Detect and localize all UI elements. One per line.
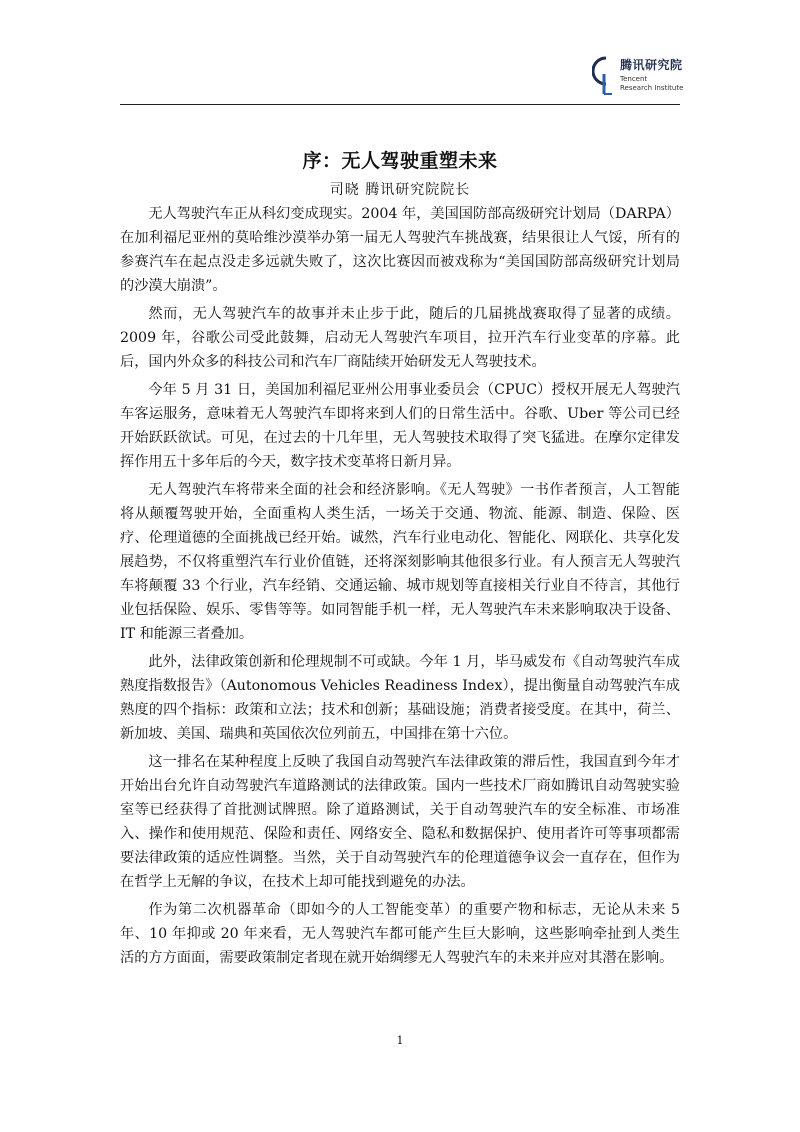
logo-cn: 腾讯研究院 (620, 58, 683, 72)
page-number: 1 (396, 1034, 404, 1047)
body-text (120, 202, 680, 974)
paragraph: 这一排名在某种程度上反映了我国自动驾驶汽车法律政策的滞后性，我国直到今年才开始出台允许自动驾驶汽车道路测试的法律政策。国内一些技术厂商如腾讯自动驾驶实验室等已经获得了首批测试牌照。除了道路测试，关于自动驾驶汽车的安全标准、市场准入、操作和使用规范、保险和责任、网络安全、隐私和数据保护、使用者许可等事项都需要法律政策的适应性调整。当然，关于自动驾驶汽车的伦理道德争议会一直存在，但作为在哲学上无解的争议，在技术上却可能找到避免的办法。 (120, 754, 680, 890)
paragraph: 无人驾驶汽车将带来全面的社会和经济影响。《无人驾驶》一书作者预言，人工智能将从颠覆驾驶开始，全面重构人类生活，一场关于交通、物流、能源、制造、保险、医疗、伦理道德的全面挑战已经开始。诚然，汽车行业电动化、智能化、网联化、共享化发展趋势，不仅将重塑汽车行业价值链，还将深刻影响其他很多行业。有人预言无人驾驶汽车将颠覆 33 个行业，汽车经销、交通运输、城市规划等直接相关行业自不待言，其他行业包括保险、娱乐、零售等等。如同智能手机一样，无人驾驶汽车未来影响取决于设备、IT 和能源三者叠加。 (120, 482, 680, 642)
paragraph: 今年 5 月 31 日，美国加利福尼亚州公用事业委员会（CPUC）授权开展无人驾驶汽车客运服务，意味着无人驾驶汽车即将来到人们的日常生活中。谷歌、Uber 等公司已经开始跃跃欲试。可见，在过去的十几年里，无人驾驶技术取得了突飞猛进。在摩尔定律发挥作用五十多年后的今天，数字技术变革将日新月异。 (120, 382, 680, 470)
logo-en-line2: Research Institute (620, 84, 684, 92)
header-divider (120, 104, 680, 105)
author-line: 司晓 腾讯研究院院长 (329, 182, 471, 198)
paragraph: 无人驾驶汽车正从科幻变成现实。2004 年，美国国防部高级研究计划局（DARPA）在加利福尼亚州的莫哈维沙漠举办第一届无人驾驶汽车挑战赛，结果很让人气馁，所有的参赛汽车在起点没走多远就失败了，这次比赛因而被戏称为“美国国防部高级研究计划局的沙漠大崩溃”。 (120, 206, 680, 294)
header-logo (592, 56, 732, 96)
logo-en-line1: Tencent (620, 75, 648, 83)
logo-text (620, 58, 683, 93)
tencent-research-logo-icon (592, 56, 614, 96)
paragraph: 此外，法律政策创新和伦理规制不可或缺。今年 1 月，毕马威发布《自动驾驶汽车成熟度指数报告》（Autonomous Vehicles Readiness Index），提出衡量自动驾驶汽车成熟度的四个指标：政策和立法；技术和创新；基础设施；消费者接受度。在其中，荷兰、新加坡、美国、瑞典和英国依次位列前五，中国排在第十六位。 (120, 654, 680, 742)
paragraph: 然而，无人驾驶汽车的故事并未止步于此，随后的几届挑战赛取得了显著的成绩。2009 年，谷歌公司受此鼓舞，启动无人驾驶汽车项目，拉开汽车行业变革的序幕。此后，国内外众多的科技公司和汽车厂商陆续开始研发无人驾驶技术。 (120, 306, 680, 370)
paragraph: 作为第二次机器革命（即如今的人工智能变革）的重要产物和标志，无论从未来 5 年、10 年抑或 20 年来看，无人驾驶汽车都可能产生巨大影响，这些影响牵扯到人类生活的方方面面，需要政策制定者现在就开始绸缪无人驾驶汽车的未来并应对其潜在影响。 (120, 902, 680, 966)
page-title: 序：无人驾驶重塑未来 (302, 150, 498, 172)
